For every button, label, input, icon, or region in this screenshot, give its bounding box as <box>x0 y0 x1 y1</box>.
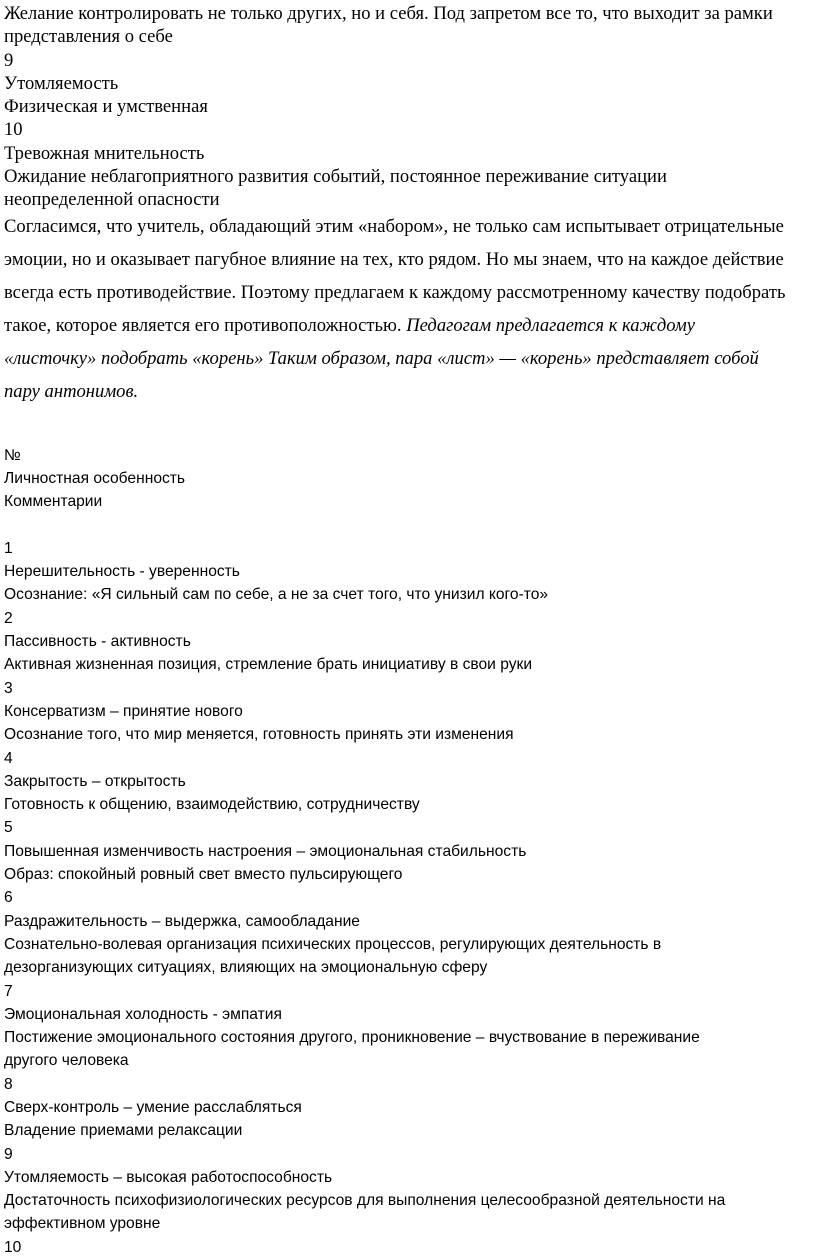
row-trait: Сверх-контроль – умение расслабляться <box>4 1098 302 1116</box>
trait-description: неопределенной опасности <box>4 189 220 211</box>
table-row <box>0 816 816 886</box>
row-comment: Владение приемами релаксации <box>4 1122 243 1140</box>
row-comment: Постижение эмоционального состояния другого, проникновение – вчуствование в переживание <box>4 1029 700 1047</box>
row-comment: Осознание того, что мир меняется, готовность принять эти изменения <box>4 726 514 744</box>
row-number: 10 <box>4 1238 22 1256</box>
row-trait: Нерешительность - уверенность <box>4 563 240 581</box>
text-line: представления о себе <box>4 26 173 48</box>
row-comment: дезорганизующих ситуациях, влияющих на эмоциональную сферу <box>4 959 488 977</box>
table-row <box>0 1073 816 1143</box>
row-comment: Образ: спокойный ровный свет вместо пульсирующего <box>4 866 403 884</box>
trait-name: Утомляемость <box>4 72 119 94</box>
table-row <box>0 886 816 979</box>
paragraph-italic-line: «листочку» подобрать «корень» Таким образом, пара «лист» — «корень» представляет собой <box>4 347 759 369</box>
row-comment: Готовность к общению, взаимодействию, сотрудничеству <box>4 796 420 814</box>
list-number: 10 <box>4 119 23 141</box>
row-trait: Консерватизм – принятие нового <box>4 702 243 720</box>
row-number: 7 <box>4 982 13 1000</box>
row-number: 5 <box>4 819 13 837</box>
table-rows <box>0 537 816 1259</box>
row-trait: Эмоциональная холодность - эмпатия <box>4 1005 282 1023</box>
row-comment: эффективном уровне <box>4 1215 161 1233</box>
table-row <box>0 677 816 747</box>
row-number: 3 <box>4 679 13 697</box>
row-comment: Активная жизненная позиция, стремление брать инициативу в свои руки <box>4 656 533 674</box>
trait-name: Тревожная мнительность <box>4 142 205 164</box>
text-line: Желание контролировать не только других, но и себя. Под запретом все то, что выходит за рамки <box>4 3 773 24</box>
row-number: 2 <box>4 609 13 627</box>
row-comment: Сознательно-волевая организация психических процессов, регулирующих деятельность в <box>4 935 662 953</box>
paragraph-line: Согласимся, что учитель, обладающий этим «набором», не только сам испытывает отрицательные <box>4 215 784 237</box>
table-row <box>0 1236 816 1259</box>
row-trait: Пассивность - активность <box>4 633 191 651</box>
paragraph-line: всегда есть противодействие. Поэтому предлагаем к каждому рассмотренному качеству подобрать <box>4 281 786 303</box>
row-trait: Утомляемость – высокая работоспособность <box>4 1168 333 1186</box>
paragraph-text: такое, которое является его противоположностью. <box>4 314 407 336</box>
table-header-comment: Комментарии <box>4 493 103 511</box>
row-trait: Закрытость – открытость <box>4 772 186 790</box>
table-header-trait: Личностная особенность <box>4 469 186 487</box>
row-trait: Раздражительность – выдержка, самообладание <box>4 912 360 930</box>
paragraph-line: эмоции, но и оказывает пагубное влияние на тех, кто рядом. Но мы знаем, что на каждое действие <box>4 248 784 270</box>
row-comment: Достаточность психофизиологических ресурсов для выполнения целесообразной деятельности на <box>4 1192 726 1210</box>
row-trait: Повышенная изменчивость настроения – эмоциональная стабильность <box>4 842 527 860</box>
trait-description: Ожидание неблагоприятного развития событий, постоянное переживание ситуации <box>4 166 667 188</box>
table-spacer <box>0 514 816 537</box>
trait-description: Физическая и умственная <box>4 96 208 118</box>
table-row <box>0 980 816 1073</box>
row-number: 1 <box>4 539 13 557</box>
table-header-number: № <box>4 446 21 464</box>
paragraph-italic-line: пару антонимов. <box>4 380 139 402</box>
traits-table <box>0 444 816 1259</box>
top-section <box>0 2 816 212</box>
table-row <box>0 607 816 677</box>
body-paragraph <box>0 210 816 408</box>
row-number: 8 <box>4 1075 13 1093</box>
table-row <box>0 747 816 817</box>
row-number: 4 <box>4 749 13 767</box>
list-number: 9 <box>4 49 14 71</box>
table-row <box>0 1143 816 1236</box>
row-number: 6 <box>4 889 13 907</box>
row-number: 9 <box>4 1145 13 1163</box>
paragraph-italic-text: Педагогам предлагается к каждому <box>406 314 695 336</box>
row-comment: другого человека <box>4 1052 129 1070</box>
table-row <box>0 537 816 607</box>
paragraph-line <box>4 309 816 342</box>
row-comment: Осознание: «Я сильный сам по себе, а не за счет того, что унизил кого-то» <box>4 586 549 604</box>
